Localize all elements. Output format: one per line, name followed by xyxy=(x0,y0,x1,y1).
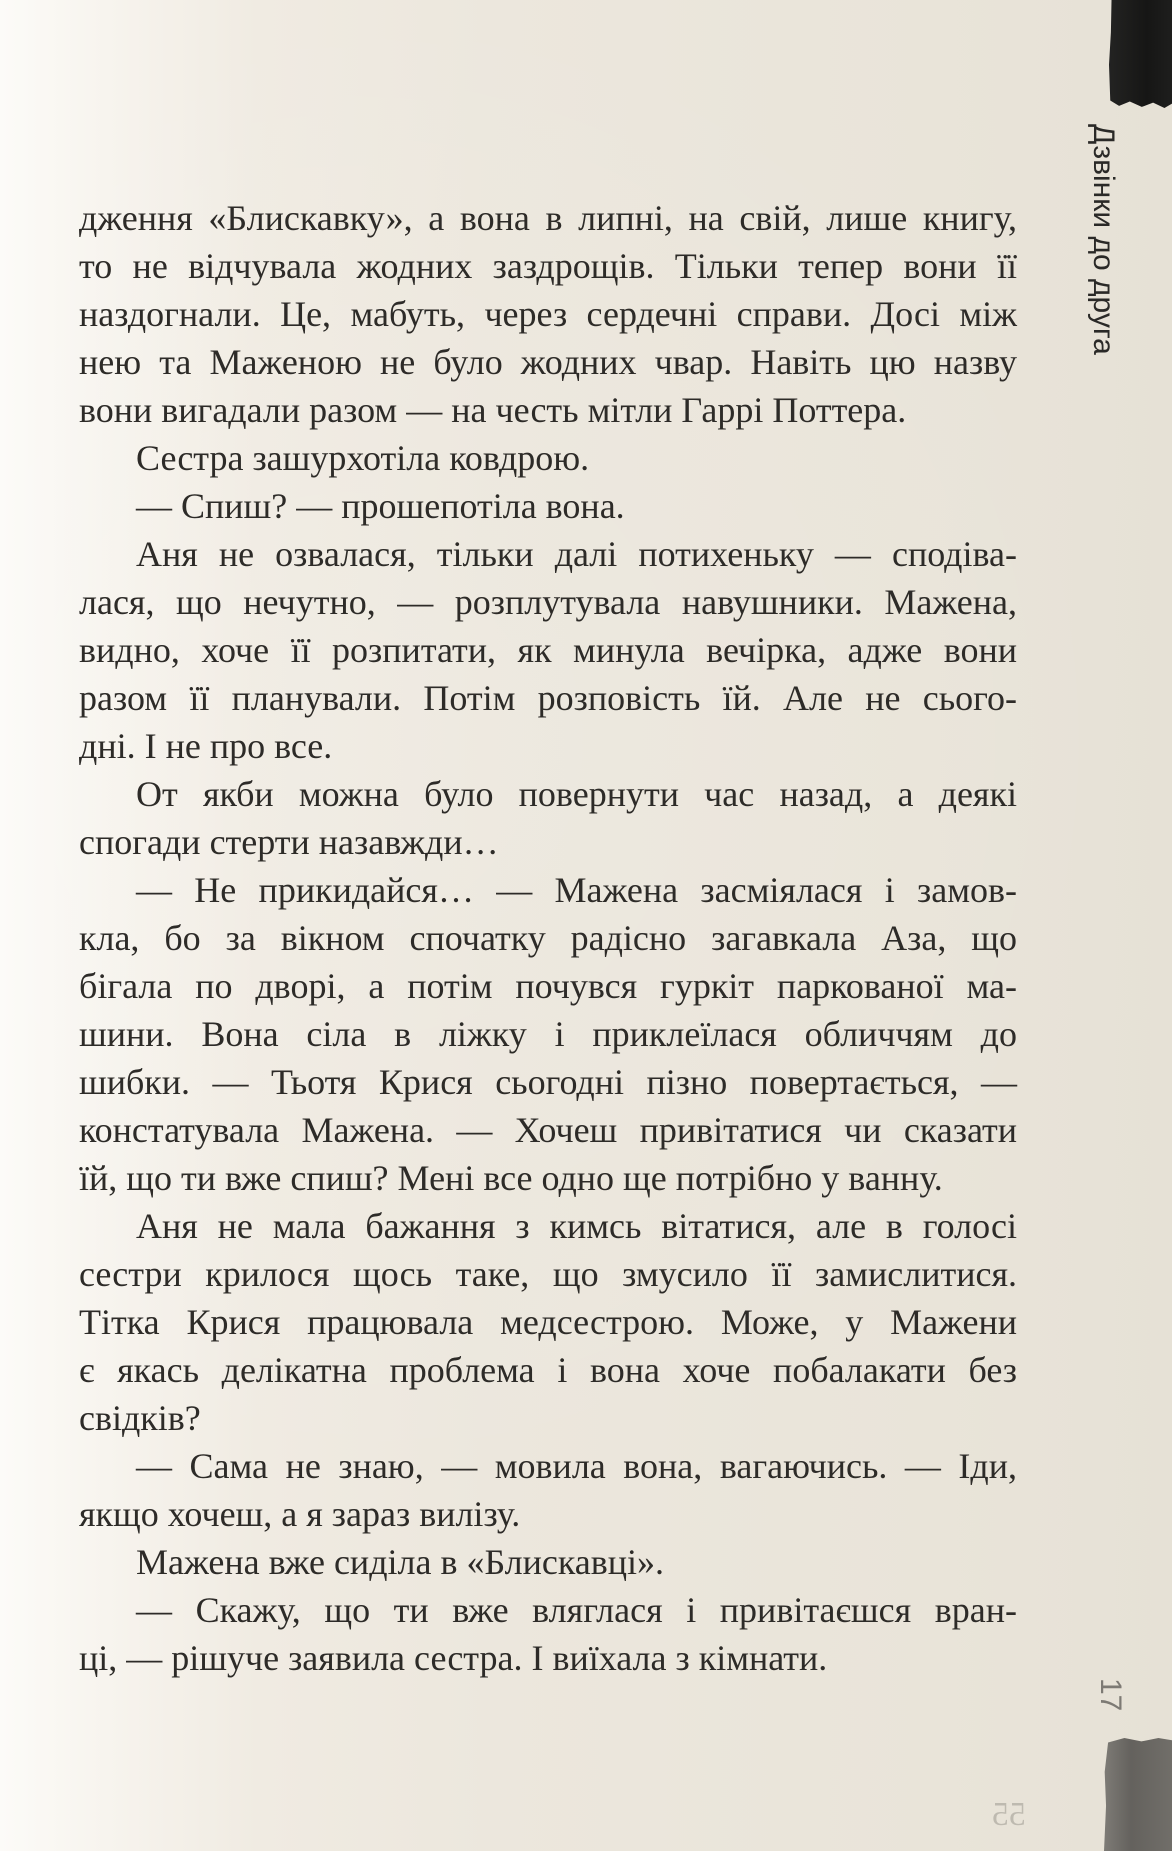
text-line xyxy=(79,530,1017,578)
paragraph xyxy=(79,434,1017,482)
line-text: шини. Вона сіла в ліжку і приклеїлася обличчям до xyxy=(79,1014,1017,1054)
line-text: — Не прикидайся… — Мажена засміялася і замов- xyxy=(136,870,1017,910)
paragraph xyxy=(79,866,1017,1202)
line-text: якщо хочеш, а я зараз вилізу. xyxy=(79,1494,521,1534)
text-line xyxy=(79,1346,1017,1394)
text-line xyxy=(79,1442,1017,1490)
line-text: наздогнали. Це, мабуть, через сердечні справи. Досі між xyxy=(79,294,1017,334)
line-text: Мажена вже сиділа в «Блискавці». xyxy=(136,1542,665,1582)
text-line xyxy=(79,1298,1017,1346)
text-line xyxy=(79,290,1017,338)
line-text: разом її планували. Потім розповість їй. Але не сього- xyxy=(79,678,1017,718)
text-line xyxy=(79,626,1017,674)
text-line xyxy=(79,1586,1017,1634)
line-text: — Спиш? — прошепотіла вона. xyxy=(136,486,625,526)
line-text: видно, хоче її розпитати, як минула вечірка, адже вони xyxy=(79,630,1017,670)
text-line xyxy=(79,482,1017,530)
text-line xyxy=(79,1058,1017,1106)
text-line xyxy=(79,674,1017,722)
line-text: ці, — рішуче заявила сестра. І виїхала з кімнати. xyxy=(79,1638,828,1678)
line-text: дження «Блискавку», а вона в липні, на свій, лише книгу, xyxy=(79,198,1017,238)
text-line xyxy=(79,1154,1017,1202)
text-line xyxy=(79,1490,1017,1538)
text-line xyxy=(79,338,1017,386)
line-text: Сестра зашурхотіла ковдрою. xyxy=(136,438,590,478)
line-text: шибки. — Тьотя Крися сьогодні пізно повертається, — xyxy=(79,1062,1017,1102)
text-line xyxy=(79,1106,1017,1154)
line-text: дні. І не про все. xyxy=(79,726,333,766)
line-text: От якби можна було повернути час назад, а деякі xyxy=(136,774,1017,814)
bleed-through-page-number: 55 xyxy=(992,1796,1026,1833)
chapter-tab-marker xyxy=(1109,0,1172,108)
line-text: констатувала Мажена. — Хочеш привітатися чи сказати xyxy=(79,1110,1017,1150)
line-text: Аня не мала бажання з кимсь вітатися, але в голосі xyxy=(136,1206,1017,1246)
line-text: спогади стерти назавжди… xyxy=(79,822,499,862)
running-title: Дзвінки до друга xyxy=(1087,124,1120,355)
paragraph xyxy=(79,1538,1017,1586)
bottom-tab-marker xyxy=(1104,1738,1172,1851)
text-line xyxy=(79,1010,1017,1058)
body-text xyxy=(79,194,1017,1682)
text-line xyxy=(79,818,1017,866)
text-line xyxy=(79,962,1017,1010)
paragraph xyxy=(79,770,1017,866)
line-text: вони вигадали разом — на честь мітли Гаррі Поттера. xyxy=(79,390,907,430)
paragraph xyxy=(79,1442,1017,1538)
text-line xyxy=(79,578,1017,626)
paragraph xyxy=(79,194,1017,434)
line-text: їй, що ти вже спиш? Мені все одно ще потрібно у ванну. xyxy=(79,1158,943,1198)
chapter-tab-number: 17 xyxy=(1094,1678,1127,1712)
text-line xyxy=(79,722,1017,770)
line-text: лася, що нечутно, — розплутувала навушники. Мажена, xyxy=(79,582,1017,622)
text-line xyxy=(79,1202,1017,1250)
text-line xyxy=(79,1634,1017,1682)
text-line xyxy=(79,914,1017,962)
line-text: нею та Маженою не було жодних чвар. Навіть цю назву xyxy=(79,342,1017,382)
text-line xyxy=(79,1394,1017,1442)
text-line xyxy=(79,194,1017,242)
text-line xyxy=(79,242,1017,290)
text-line xyxy=(79,770,1017,818)
line-text: бігала по дворі, а потім почувся гуркіт паркованої ма- xyxy=(79,966,1017,1006)
text-line xyxy=(79,1538,1017,1586)
line-text: Аня не озвалася, тільки далі потихеньку — сподіва- xyxy=(136,534,1017,574)
text-line xyxy=(79,434,1017,482)
paragraph xyxy=(79,482,1017,530)
line-text: — Скажу, що ти вже вляглася і привітаєшся вран- xyxy=(136,1590,1017,1630)
line-text: то не відчувала жодних заздрощів. Тільки тепер вони її xyxy=(79,246,1017,286)
line-text: Тітка Крися працювала медсестрою. Може, у Мажени xyxy=(79,1302,1017,1342)
paragraph xyxy=(79,1202,1017,1442)
text-line xyxy=(79,386,1017,434)
text-line xyxy=(79,1250,1017,1298)
paragraph xyxy=(79,1586,1017,1682)
paragraph xyxy=(79,530,1017,770)
text-line xyxy=(79,866,1017,914)
line-text: є якась делікатна проблема і вона хоче побалакати без xyxy=(79,1350,1017,1390)
line-text: кла, бо за вікном спочатку радісно загавкала Аза, що xyxy=(79,918,1017,958)
line-text: свідків? xyxy=(79,1398,201,1438)
line-text: — Сама не знаю, — мовила вона, вагаючись. — Іди, xyxy=(136,1446,1017,1486)
line-text: сестри крилося щось таке, що змусило її замислитися. xyxy=(79,1254,1017,1294)
